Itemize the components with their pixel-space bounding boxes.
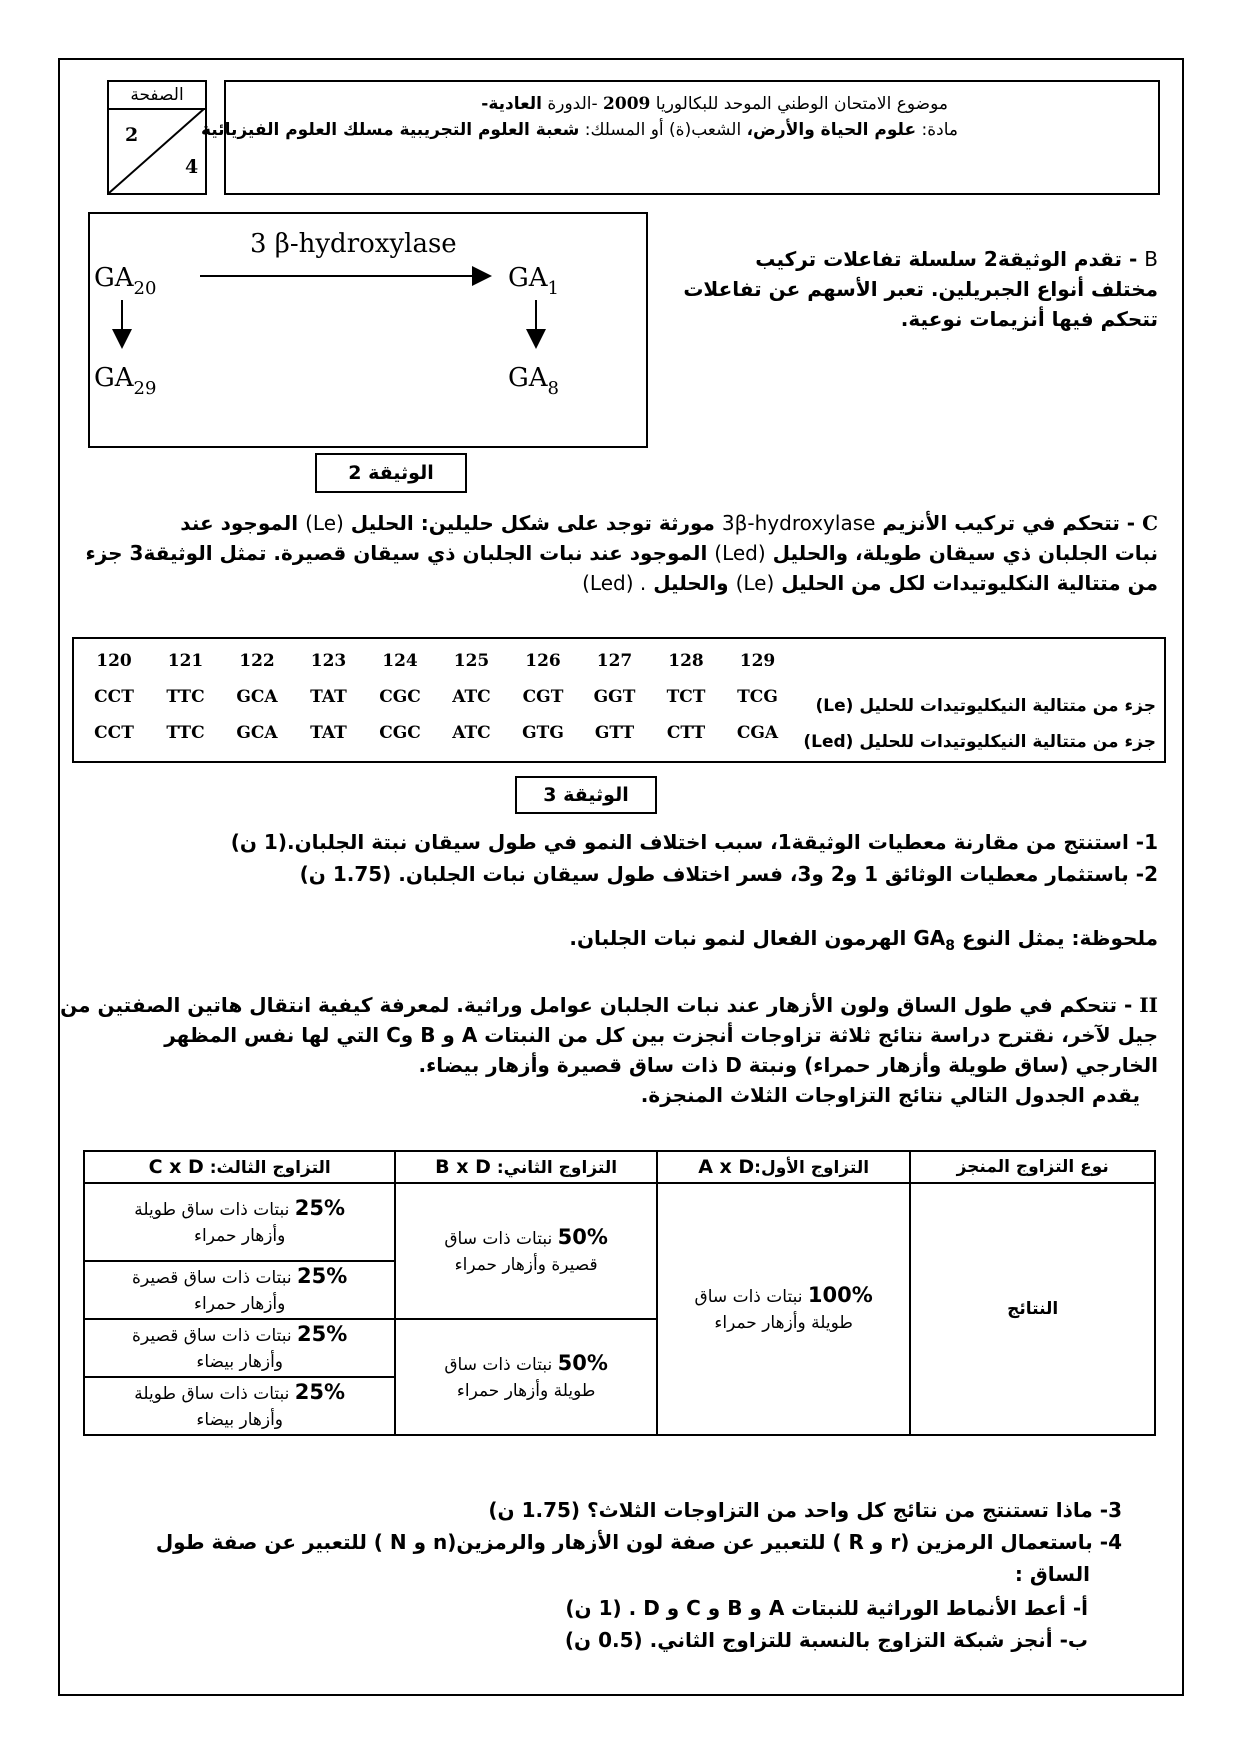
section-ii-line1 <box>60 990 1158 1020</box>
exam-year: 2009 <box>603 94 651 114</box>
led-codon: GTT <box>594 723 635 743</box>
le-codon: TAT <box>310 687 347 707</box>
led-codon: GCA <box>236 723 278 743</box>
note-text-a: ملحوظة: يمثل النوع <box>961 926 1158 950</box>
third-a-1: نبتات ذات ساق طويلة <box>134 1200 290 1220</box>
question-3: 3- ماذا تستنتج من نتائج كل واحد من التزاوجات الثلاث؟ (1.75 ن) <box>488 1498 1122 1522</box>
exam-title-line1 <box>481 94 948 114</box>
led-codon: CTT <box>666 723 706 743</box>
page-number-box <box>107 80 207 195</box>
ga29-label: $GA_{29}$ <box>94 363 157 399</box>
led-codon: TTC <box>166 723 205 743</box>
session-prefix: -الدورة <box>547 94 598 114</box>
position-number: 120 <box>96 651 132 671</box>
led-codon: CGA <box>736 723 779 743</box>
question-4-cont: الساق : <box>1014 1562 1090 1586</box>
third-b-2: وأزهار حمراء <box>194 1294 286 1314</box>
section-ii-line1-text: - تتحكم في طول الساق ولون الأزهار عند نبات الجلبان عوامل وراثية. لمعرفة كيفية انتقال هاتين الصفتين من <box>60 993 1133 1017</box>
header-first-parents: A x D <box>698 1156 755 1178</box>
led-codon: TAT <box>310 723 347 743</box>
section-c-letter: C <box>1142 511 1158 535</box>
led-codon: CCT <box>94 723 134 743</box>
page-label: الصفحة <box>109 82 205 110</box>
branch-label: الشعب(ة) أو المسلك: <box>584 120 742 140</box>
allele-led-ref: (Led) . <box>582 571 647 595</box>
page-box-diagonal <box>109 108 205 193</box>
section-c-line3-b: والحليل <box>653 571 729 595</box>
question-2: 2- باستثمار معطيات الوثائق 1 و2 و3، فسر اختلاف طول سيقان نبات الجلبان. (1.75 ن) <box>299 862 1158 886</box>
third-cross-result-3 <box>84 1319 395 1377</box>
third-cross-result-4 <box>84 1377 395 1435</box>
third-pct-1: 25% <box>294 1196 346 1220</box>
le-codon: TCT <box>666 687 706 707</box>
position-number: 124 <box>382 651 418 671</box>
section-c-line1-b: مورثة توجد على شكل حليلين: الحليل <box>350 511 715 535</box>
led-codon: GTG <box>522 723 564 743</box>
question-1: 1- استنتج من مقارنة معطيات الوثيقة1، سبب اختلاف النمو في طول سيقان نبتة الجلبان.(1 ن) <box>230 830 1158 854</box>
second-bottom-pct: 50% <box>557 1351 608 1375</box>
section-c-line2-a: نبات الجلبان ذي سيقان طويلة، والحليل <box>772 541 1158 565</box>
second-top-a: نبتات ذات ساق <box>444 1229 553 1249</box>
note-ga: GA <box>913 926 946 950</box>
section-c-line3-a: من متتالية النكليوتيدات لكل من الحليل <box>781 571 1158 595</box>
ga8-label: $GA_8$ <box>508 363 559 399</box>
third-a-4: نبتات ذات ساق طويلة <box>134 1384 290 1404</box>
le-codon: CGC <box>379 687 421 707</box>
third-pct-4: 25% <box>294 1380 346 1404</box>
third-cross-result-2 <box>84 1261 395 1319</box>
exam-title-prefix: موضوع الامتحان الوطني الموحد للبكالوريا <box>655 94 948 114</box>
note-ga8 <box>569 926 1158 954</box>
header-first-cross <box>657 1151 911 1183</box>
position-number: 121 <box>167 651 204 671</box>
section-b-line3: تتحكم فيها أنزيمات نوعية. <box>900 307 1158 331</box>
position-number: 122 <box>239 651 275 671</box>
third-a-2: نبتات ذات ساق قصيرة <box>132 1268 292 1288</box>
second-bottom-b: طويلة وأزهار حمراء <box>456 1381 596 1401</box>
exam-title-box <box>200 80 1160 195</box>
section-ii-line2: جيل لآخر، نقترح دراسة نتائج ثلاثة تزاوجات أنجزت بين كل من النبتات A و B وC التي لها نفس المظهر <box>164 1023 1158 1047</box>
header-cross-type: نوع التزاوج المنجز <box>910 1151 1155 1183</box>
section-c-text <box>68 508 1158 598</box>
nucleotide-sequence-table <box>72 637 1166 763</box>
enzyme-label: 3 β-hydroxylase <box>250 229 457 259</box>
position-number: 129 <box>739 651 776 671</box>
section-c-line3 <box>68 568 1158 598</box>
header-second-label: التزاوج الثاني: <box>496 1158 618 1178</box>
header-second-parents: B x D <box>435 1156 491 1178</box>
led-codon: ATC <box>452 723 491 743</box>
le-codon: TTC <box>166 687 205 707</box>
led-codon: CGC <box>379 723 421 743</box>
header-first-label: التزاوج الأول: <box>754 1158 870 1178</box>
question-4a: أ- أعط الأنماط الوراثية للنبتات A و B و C و D . (1 ن) <box>565 1596 1088 1620</box>
position-number: 126 <box>525 651 561 671</box>
note-text-b: الهرمون الفعال لنمو نبات الجلبان. <box>569 926 907 950</box>
third-cross-result-1 <box>84 1183 395 1261</box>
document-2-label: الوثيقة 2 <box>315 453 467 493</box>
position-number: 127 <box>596 651 633 671</box>
section-ii-line3: الخارجي (ساق طويلة وأزهار حمراء) ونبتة D ذات ساق قصيرة وأزهار بيضاء. <box>418 1053 1158 1077</box>
second-cross-result-bottom <box>395 1319 657 1435</box>
first-pct: 100% <box>807 1283 873 1307</box>
exam-title-line2 <box>201 120 958 140</box>
position-number: 128 <box>668 651 704 671</box>
second-top-b: قصيرة وأزهار حمراء <box>454 1255 598 1275</box>
le-codon: GGT <box>593 687 636 707</box>
page-total: 4 <box>185 156 199 178</box>
second-bottom-a: نبتات ذات ساق <box>444 1355 553 1375</box>
document-3-label: الوثيقة 3 <box>515 776 657 814</box>
section-c-line1-a: - تتحكم في تركيب الأنزيم <box>882 511 1136 535</box>
section-ii-line4: يقدم الجدول التالي نتائج التزاوجات الثلاث المنجزة. <box>640 1083 1140 1107</box>
section-c-line1 <box>68 508 1158 538</box>
exam-session: العادية- <box>481 94 542 114</box>
le-codon: CGT <box>522 687 564 707</box>
first-cross-result <box>657 1183 911 1435</box>
allele-le-ref: (Le) <box>735 571 775 595</box>
allele-le: (Le) <box>305 511 344 535</box>
branch-name: شعبة العلوم التجريبية مسلك العلوم الفيزيائية <box>200 120 580 140</box>
section-c-line2-b: الموجود عند نبات الجلبان ذي سيقان قصيرة. تمثل الوثيقة3 جزء <box>85 541 708 565</box>
subject-label: مادة: <box>921 120 958 140</box>
ga20-label: $GA_{20}$ <box>94 263 157 299</box>
subject-name: علوم الحياة والأرض، <box>746 120 917 140</box>
section-c-line1-c: الموجود عند <box>180 511 299 535</box>
second-cross-result-top <box>395 1183 657 1319</box>
section-b-letter: B <box>1144 247 1158 271</box>
results-header-row <box>84 1151 1155 1183</box>
first-a: نبتات ذات ساق <box>694 1287 803 1307</box>
position-number: 123 <box>310 651 347 671</box>
third-b-4: وأزهار بيضاء <box>196 1410 284 1430</box>
results-row-1 <box>84 1183 1155 1261</box>
question-4: 4- باستعمال الرمزين (r و R ) للتعبير عن صفة لون الأزهار والرمزين(n و N ) للتعبير عن صفة طول <box>155 1530 1122 1554</box>
section-b-line1 <box>678 244 1158 274</box>
enzyme-name: 3β-hydroxylase <box>721 511 876 535</box>
header-third-cross <box>84 1151 395 1183</box>
third-a-3: نبتات ذات ساق قصيرة <box>132 1326 292 1346</box>
page-current: 2 <box>125 124 139 146</box>
section-b-line2: مختلف أنواع الجبريلين. تعبر الأسهم عن تفاعلات <box>683 277 1158 301</box>
results-row-label: النتائج <box>910 1183 1155 1435</box>
third-b-1: وأزهار حمراء <box>194 1226 286 1246</box>
second-top-pct: 50% <box>557 1225 608 1249</box>
third-pct-2: 25% <box>297 1264 348 1288</box>
led-row-label: جزء من متتالية النيكليوتيدات للحليل (Led) <box>803 732 1156 752</box>
le-codon: GCA <box>236 687 278 707</box>
header-third-parents: C x D <box>148 1156 204 1178</box>
le-codon: CCT <box>94 687 134 707</box>
section-c-line2 <box>68 538 1158 568</box>
third-pct-3: 25% <box>297 1322 348 1346</box>
section-ii-numeral: II <box>1139 993 1158 1017</box>
section-b-line1-text: - تقدم الوثيقة2 سلسلة تفاعلات تركيب <box>755 247 1138 271</box>
allele-led: (Led) <box>714 541 766 565</box>
note-ga8-symbol <box>913 926 955 954</box>
crosses-results-table <box>83 1150 1156 1436</box>
gibberellin-pathway-diagram <box>88 212 648 448</box>
ga1-label: $GA_1$ <box>508 263 559 299</box>
section-b-text <box>678 244 1158 334</box>
position-number: 125 <box>453 651 490 671</box>
section-ii-text <box>60 990 1158 1110</box>
le-row-label: جزء من متتالية النيكليوتيدات للحليل (Le) <box>815 696 1156 716</box>
header-second-cross <box>395 1151 657 1183</box>
header-third-label: التزاوج الثالث: <box>209 1158 331 1178</box>
le-codon: TCG <box>737 687 778 707</box>
first-b: طويلة وأزهار حمراء <box>714 1313 853 1333</box>
note-ga-sub: 8 <box>945 938 955 954</box>
question-4b: ب- أنجز شبكة التزاوج بالنسبة للتزاوج الثاني. (0.5 ن) <box>564 1628 1088 1652</box>
third-b-3: وأزهار بيضاء <box>196 1352 284 1372</box>
le-codon: ATC <box>452 687 491 707</box>
